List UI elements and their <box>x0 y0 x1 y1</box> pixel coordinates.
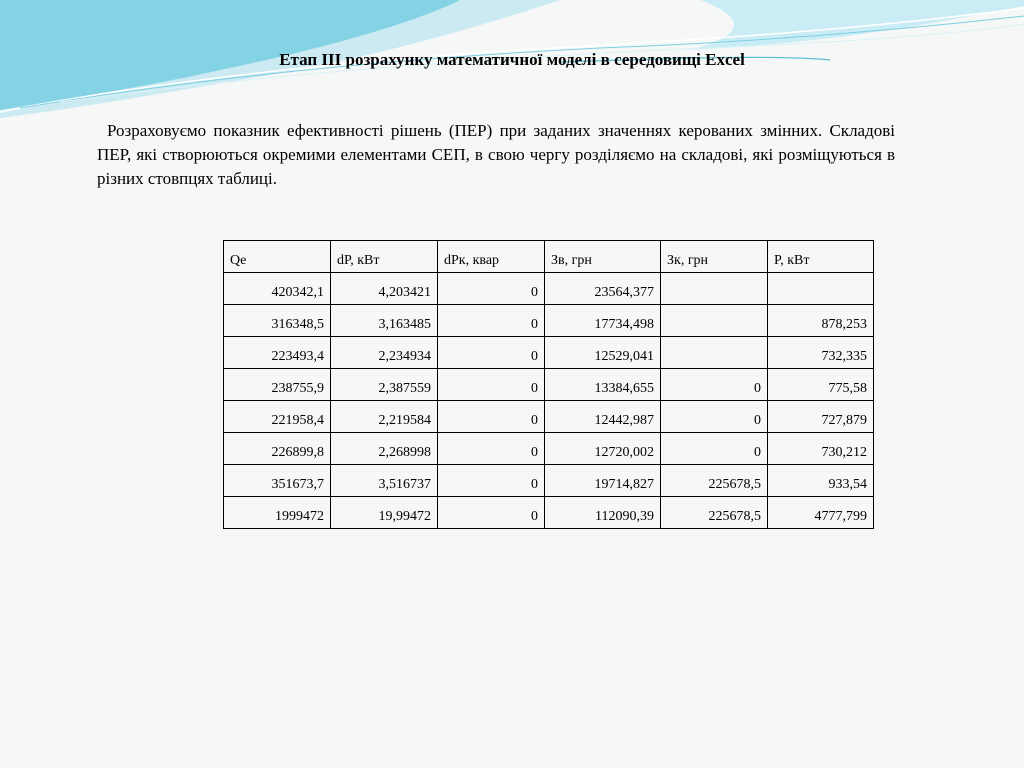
table-cell: 2,234934 <box>331 337 438 369</box>
table-cell: 0 <box>438 273 545 305</box>
table-cell: 0 <box>438 433 545 465</box>
table-cell: 13384,655 <box>545 369 661 401</box>
table-cell: 0 <box>438 497 545 529</box>
table-cell: 4,203421 <box>331 273 438 305</box>
table-cell: 4777,799 <box>768 497 874 529</box>
table-cell: 23564,377 <box>545 273 661 305</box>
table-cell: 12442,987 <box>545 401 661 433</box>
table-row <box>224 465 874 497</box>
table-cell: 933,54 <box>768 465 874 497</box>
table-row <box>224 401 874 433</box>
table-cell: 225678,5 <box>661 465 768 497</box>
table-row <box>224 433 874 465</box>
slide-body-text: Розраховуємо показник ефективності рішень (ПЕР) при заданих значеннях керованих змінних. Складові ПЕР, які створюються окремими елементами СЕП, в свою чергу розділяємо на складові, які розміщуються в різних стовпцях таблиці. <box>97 121 895 188</box>
table-cell <box>768 273 874 305</box>
table-cell <box>661 273 768 305</box>
table-cell: 17734,498 <box>545 305 661 337</box>
header-dp: dP, кВт <box>331 241 438 273</box>
table-cell: 12720,002 <box>545 433 661 465</box>
header-zv: Зв, грн <box>545 241 661 273</box>
table-cell: 3,163485 <box>331 305 438 337</box>
table-cell: 351673,7 <box>224 465 331 497</box>
table-cell: 112090,39 <box>545 497 661 529</box>
table-cell: 0 <box>438 305 545 337</box>
table-cell: 420342,1 <box>224 273 331 305</box>
table-header-row <box>224 241 874 273</box>
table-cell: 727,879 <box>768 401 874 433</box>
slide-title: Етап ІІІ розрахунку математичної моделі в середовищі Excel <box>279 50 745 69</box>
table-cell: 3,516737 <box>331 465 438 497</box>
table-cell: 878,253 <box>768 305 874 337</box>
header-p: P, кВт <box>768 241 874 273</box>
table-cell: 19714,827 <box>545 465 661 497</box>
table-cell: 2,387559 <box>331 369 438 401</box>
table-cell: 223493,4 <box>224 337 331 369</box>
table-cell: 12529,041 <box>545 337 661 369</box>
header-qe: Qe <box>224 241 331 273</box>
table-cell <box>661 337 768 369</box>
table-cell: 221958,4 <box>224 401 331 433</box>
table-row <box>224 497 874 529</box>
table-cell: 225678,5 <box>661 497 768 529</box>
table-cell: 0 <box>438 401 545 433</box>
table-cell: 0 <box>438 369 545 401</box>
table-cell: 316348,5 <box>224 305 331 337</box>
table-cell: 19,99472 <box>331 497 438 529</box>
table-cell: 730,212 <box>768 433 874 465</box>
table-cell <box>661 305 768 337</box>
table-cell: 0 <box>661 369 768 401</box>
table-cell: 238755,9 <box>224 369 331 401</box>
table-cell: 0 <box>438 337 545 369</box>
table-cell: 775,58 <box>768 369 874 401</box>
results-table <box>223 240 874 529</box>
header-zk: Зк, грн <box>661 241 768 273</box>
table-cell: 2,219584 <box>331 401 438 433</box>
table-cell: 1999472 <box>224 497 331 529</box>
table-cell: 2,268998 <box>331 433 438 465</box>
table-cell: 0 <box>661 433 768 465</box>
table-row <box>224 273 874 305</box>
table-row <box>224 305 874 337</box>
table-cell: 732,335 <box>768 337 874 369</box>
table-cell: 226899,8 <box>224 433 331 465</box>
table-row <box>224 369 874 401</box>
table-row <box>224 337 874 369</box>
header-dpk: dPк, квар <box>438 241 545 273</box>
table-cell: 0 <box>661 401 768 433</box>
table-cell: 0 <box>438 465 545 497</box>
